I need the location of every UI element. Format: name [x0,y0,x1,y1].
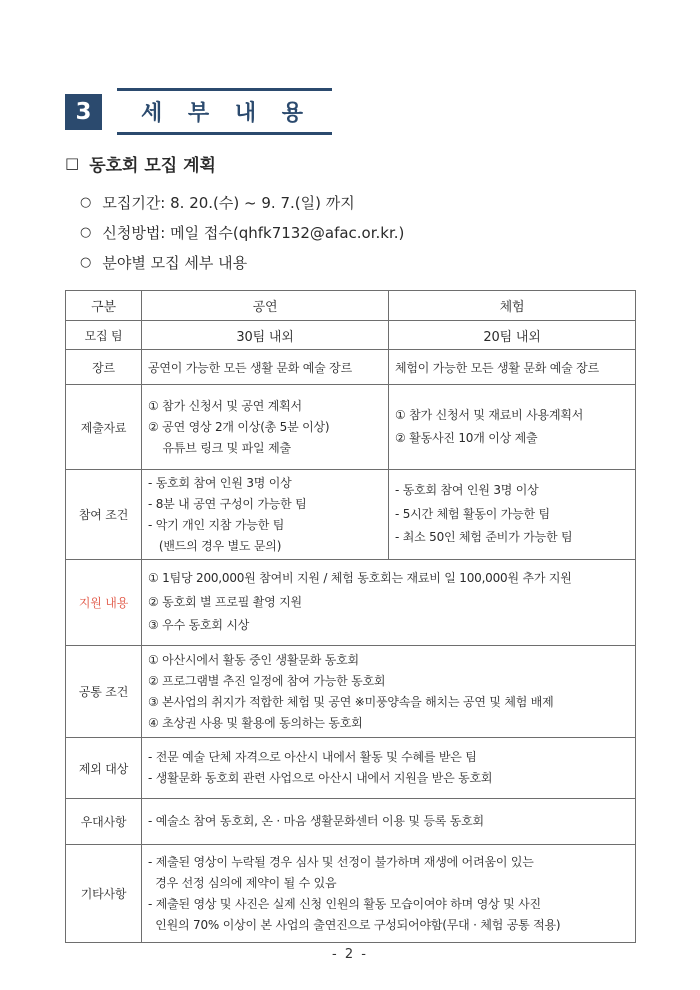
table-row-team-count [66,321,636,350]
bullet-list [80,188,670,278]
condition-line: - 5시간 체험 활동이 가능한 팀 [395,506,550,521]
excluded-line: - 생활문화 동호회 관련 사업으로 아산시 내에서 지원을 받은 동호회 [148,771,493,785]
support-content [142,560,636,646]
etc-content [142,845,636,943]
row-label-team: 모집 팀 [66,321,142,350]
table-row-excluded [66,738,636,799]
doc-line: ① 참가 신청서 및 공연 계획서 [148,398,302,413]
square-bullet-icon: □ [65,153,80,172]
col-header-label: 구분 [66,291,142,321]
documents-experience [389,385,636,470]
page-number: - 2 - [332,947,368,962]
support-line: ① 1팀당 200,000원 참여비 지원 / 체험 동호회는 재료비 일 100,000원 추가 지원 [148,571,572,586]
col-header-performance: 공연 [142,291,389,321]
section-title: 세 부 내 용 [117,88,332,135]
bullet-item-period [80,188,670,218]
subsection-heading-text: 동호회 모집 계획 [89,156,216,176]
table-header-row [66,291,636,321]
etc-line: - 제출된 영상 및 사진은 실제 신청 인원의 활동 모습이여야 하며 영상 및 사진 [148,896,541,911]
bullet-item-method [80,218,670,248]
etc-line: - 제출된 영상이 누락될 경우 심사 및 선정이 불가하며 재생에 어려움이 있는 [148,854,534,869]
section-header [65,88,670,135]
table-row-genre [66,350,636,385]
application-method-text: 신청방법: 메일 접수(qhfk7132@afac.or.kr.) [102,224,405,242]
row-label-conditions: 참여 조건 [66,470,142,560]
circle-bullet-icon: ○ [80,195,92,210]
doc-line: ① 참가 신청서 및 재료비 사용계획서 [395,407,584,422]
row-label-excluded: 제외 대상 [66,738,142,799]
excluded-line: - 전문 예술 단체 자격으로 아산시 내에서 활동 및 수혜를 받은 팀 [148,750,477,764]
details-intro-text: 분야별 모집 세부 내용 [102,254,248,272]
subsection-heading [65,151,670,176]
row-label-common: 공통 조건 [66,646,142,738]
common-line: ① 아산시에서 활동 중인 생활문화 동호회 [148,652,359,667]
table-row-etc [66,845,636,943]
row-label-documents: 제출자료 [66,385,142,470]
condition-line: - 동호회 참여 인원 3명 이상 [395,483,539,498]
genre-performance: 공연이 가능한 모든 생활 문화 예술 장르 [142,350,389,385]
circle-bullet-icon: ○ [80,225,92,240]
etc-line: 경우 선정 심의에 제약이 될 수 있음 [148,875,337,890]
row-label-preference: 우대사항 [66,799,142,845]
documents-performance [142,385,389,470]
condition-line: - 8분 내 공연 구성이 가능한 팀 [148,496,307,511]
genre-experience: 체험이 가능한 모든 생활 문화 예술 장르 [389,350,636,385]
conditions-experience [389,470,636,560]
row-label-etc: 기타사항 [66,845,142,943]
doc-line: ② 활동사진 10개 이상 제출 [395,431,538,445]
team-count-performance: 30팀 내외 [142,321,389,350]
doc-line: 유튜브 링크 및 파일 제출 [148,440,291,455]
common-line: ④ 초상권 사용 및 활용에 동의하는 동호회 [148,715,363,730]
conditions-performance [142,470,389,560]
doc-line: ② 공연 영상 2개 이상(총 5분 이상) [148,419,330,434]
row-label-support: 지원 내용 [66,560,142,646]
recruitment-table [65,290,636,943]
etc-line: 인원의 70% 이상이 본 사업의 출연진으로 구성되어야함(무대 · 체험 공통 적용) [148,917,561,932]
table-row-common [66,646,636,738]
recruitment-period-text: 모집기간: 8. 20.(수) ~ 9. 7.(일) 까지 [102,194,355,212]
preference-content [142,799,636,845]
common-line: ③ 본사업의 취지가 적합한 체험 및 공연 ※미풍양속을 해치는 공연 및 체험 배제 [148,694,554,709]
table-row-support [66,560,636,646]
table-row-documents [66,385,636,470]
section-number-badge: 3 [65,94,102,130]
support-line: ③ 우수 동호회 시상 [148,618,250,633]
row-label-genre: 장르 [66,350,142,385]
col-header-experience: 체험 [389,291,636,321]
table-row-conditions [66,470,636,560]
condition-line: - 최소 50인 체험 준비가 가능한 팀 [395,530,573,545]
table-row-preference [66,799,636,845]
preference-line: - 예술소 참여 동호회, 온 · 마음 생활문화센터 이용 및 등록 동호회 [148,814,484,828]
bullet-item-details [80,248,670,278]
condition-line: (밴드의 경우 별도 문의) [148,538,282,553]
support-line: ② 동호회 별 프로필 촬영 지원 [148,594,302,609]
circle-bullet-icon: ○ [80,255,92,270]
condition-line: - 악기 개인 지참 가능한 팀 [148,517,285,532]
excluded-content [142,738,636,799]
team-count-experience: 20팀 내외 [389,321,636,350]
common-line: ② 프로그램별 추진 일정에 참여 가능한 동호회 [148,673,386,688]
common-content [142,646,636,738]
condition-line: - 동호회 참여 인원 3명 이상 [148,475,292,490]
